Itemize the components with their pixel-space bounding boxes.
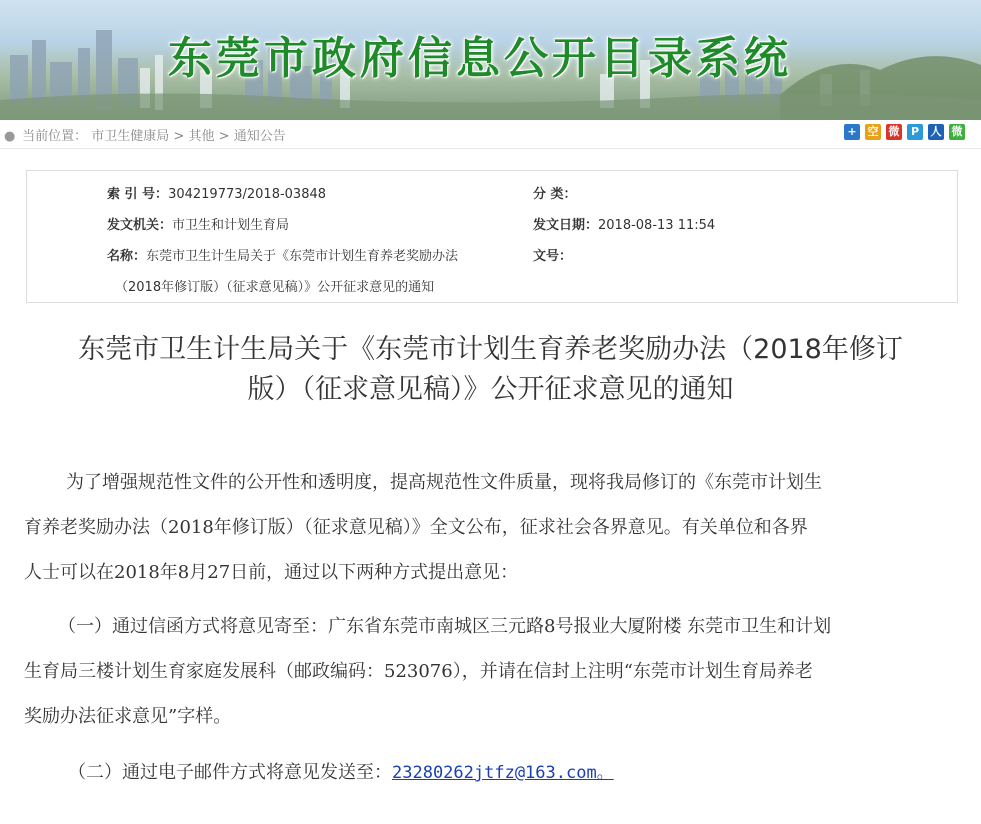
meta-name-label: 名称： [107, 249, 147, 264]
site-title: 东莞市政府信息公开目录系统 [168, 33, 792, 84]
meta-category [533, 183, 577, 202]
paragraph-1 [24, 460, 959, 595]
document-title-line1: 东莞市卫生计生局关于《东莞市计划生育养老奖励办法（2018年修订 [78, 334, 903, 365]
meta-date-value: 2018-08-13 11:54 [598, 218, 716, 233]
document-metadata-box [26, 170, 958, 303]
weibo-share-icon[interactable]: 微 [886, 124, 902, 140]
breadcrumb-item-other[interactable]: 其他 [188, 129, 215, 144]
meta-name-cont [115, 276, 434, 295]
email-link[interactable]: 23280262jtfz@163.com。 [392, 763, 614, 783]
meta-date [533, 214, 715, 233]
meta-date-label: 发文日期： [533, 218, 599, 233]
document-title [0, 330, 981, 410]
meta-name [107, 245, 458, 264]
meta-index-label: 索 引 号： [107, 187, 169, 202]
p2-line3: 奖励办法征求意见”字样。 [24, 706, 232, 727]
breadcrumb-item-notices[interactable]: 通知公告 [233, 129, 286, 144]
p1-line3: 人士可以在2018年8月27日前，通过以下两种方式提出意见： [24, 562, 519, 583]
breadcrumb-separator: > [218, 129, 230, 144]
document-title-line2: 版）（征求意见稿）》公开征求意见的通知 [247, 374, 734, 405]
meta-docno [533, 245, 572, 264]
meta-issuer [107, 214, 289, 233]
plus-share-icon[interactable]: + [844, 124, 860, 140]
meta-index-value: 304219773/2018-03848 [168, 187, 327, 202]
meta-index [107, 183, 326, 202]
paragraph-3 [24, 750, 959, 796]
qzone-share-icon[interactable]: 空 [865, 124, 881, 140]
paragraph-2 [24, 604, 959, 739]
meta-issuer-value: 市卫生和计划生育局 [172, 218, 290, 233]
header-banner [0, 0, 981, 120]
p1-line1: 为了增强规范性文件的公开性和透明度，提高规范性文件质量，现将我局修订的《东莞市计划生 [66, 472, 822, 493]
meta-name-value-line1: 东莞市卫生计生局关于《东莞市计划生育养老奖励办法 [146, 249, 459, 264]
p2-line2: 生育局三楼计划生育家庭发展科（邮政编码：523076），并请在信封上注明“东莞市计划生育局养老 [24, 661, 813, 682]
location-pin-icon: ● [4, 129, 16, 144]
wechat-share-icon[interactable]: 微 [949, 124, 965, 140]
meta-issuer-label: 发文机关： [107, 218, 173, 233]
breadcrumb [4, 125, 286, 144]
tencent-share-icon[interactable]: P [907, 124, 923, 140]
breadcrumb-separator: > [173, 129, 185, 144]
share-icons [844, 124, 965, 140]
meta-docno-label: 文号： [533, 249, 573, 264]
breadcrumb-prefix: 当前位置： [22, 129, 88, 144]
breadcrumb-bar [0, 120, 981, 149]
p3-line1 [24, 750, 959, 796]
breadcrumb-item-health-bureau[interactable]: 市卫生健康局 [91, 129, 170, 144]
meta-category-label: 分 类： [533, 187, 577, 202]
meta-name-value-line2: （2018年修订版）（征求意见稿）》公开征求意见的通知 [115, 280, 435, 295]
p3-prefix: （二）通过电子邮件方式将意见发送至： [68, 762, 392, 783]
p2-line1: （一）通过信函方式将意见寄至：广东省东莞市南城区三元路8号报业大厦附楼 东莞市卫生和计划 [58, 616, 832, 637]
renren-share-icon[interactable]: 人 [928, 124, 944, 140]
p1-line2: 育养老奖励办法（2018年修订版）（征求意见稿）》全文公布，征求社会各界意见。有关单位和各界 [24, 517, 808, 538]
